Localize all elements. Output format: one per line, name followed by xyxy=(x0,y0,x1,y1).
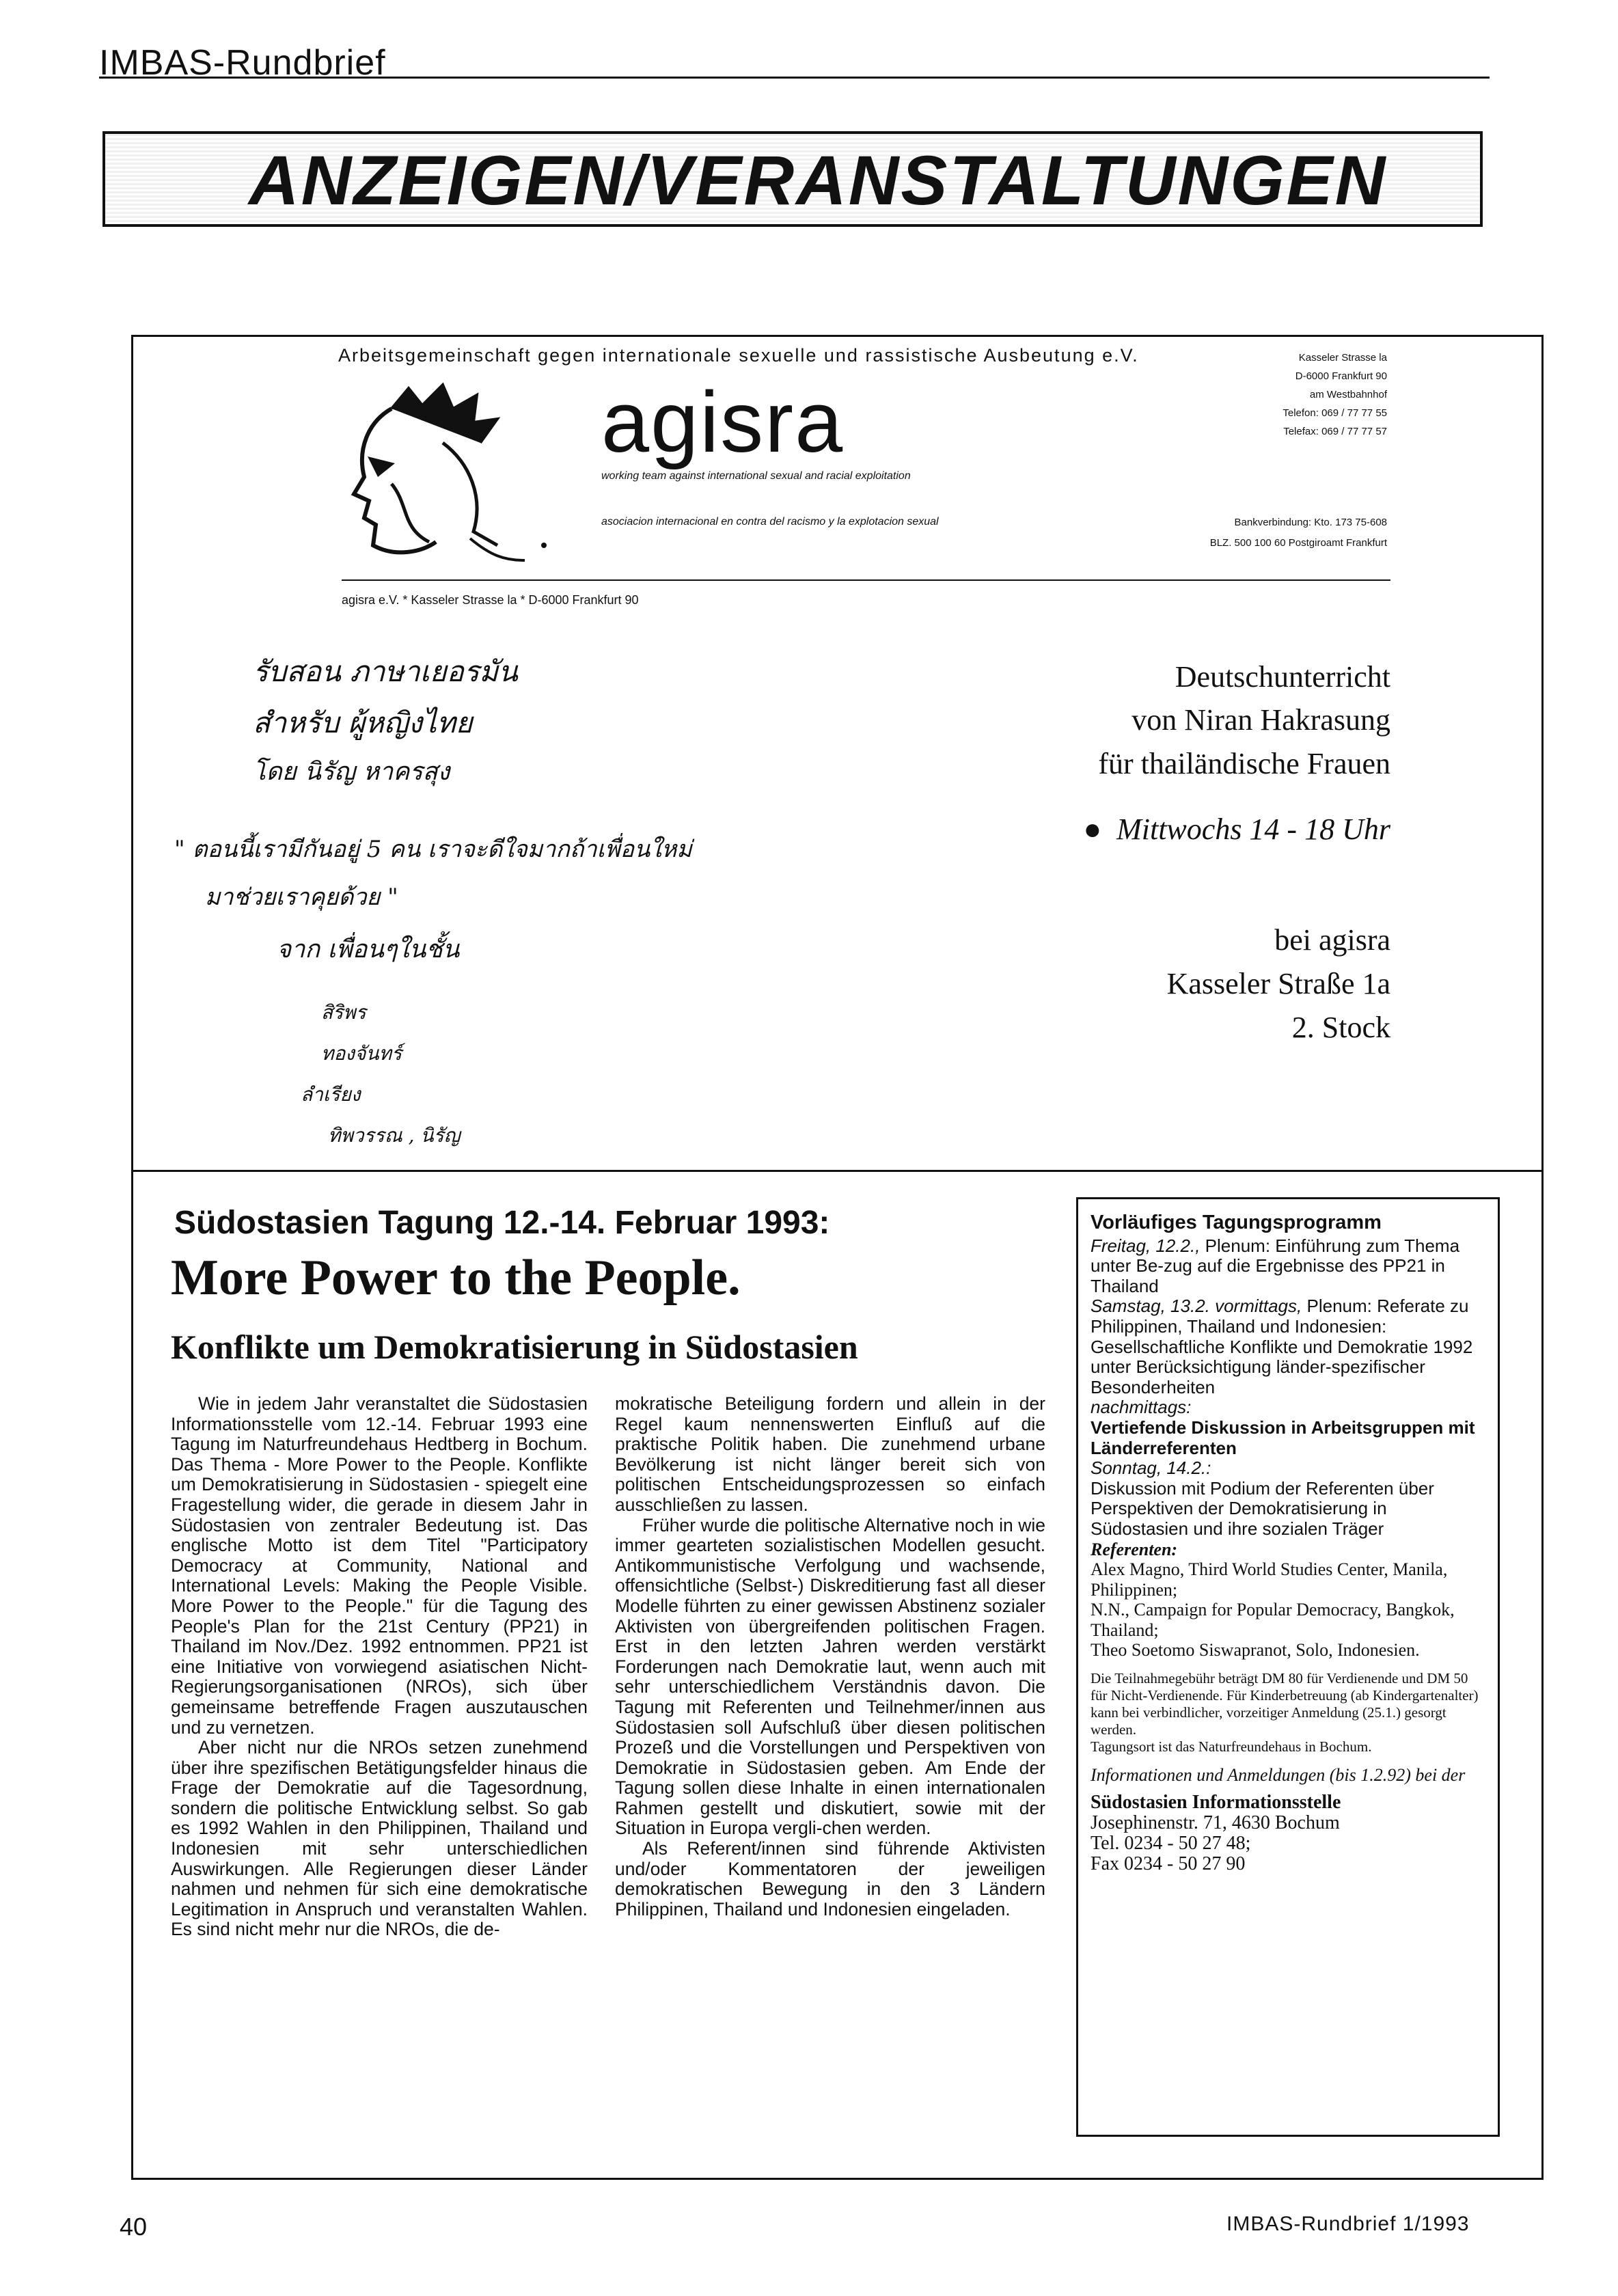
thai-line: " ตอนนี้เรามีกันอยู่ 5 คน เราจะดีใจมากถ้าเพื่อนใหม่ xyxy=(174,836,692,863)
bank-details: Bankverbindung: Kto. 173 75-608 BLZ. 500 100 60 Postgiroamt Frankfurt xyxy=(1209,517,1387,549)
thai-signature: ลำเรียง xyxy=(301,1083,361,1106)
thai-signature: ทองจันทร์ xyxy=(321,1042,402,1065)
section-banner xyxy=(102,131,1483,227)
ad-place: bei agisra xyxy=(1274,923,1390,957)
article-column-2 xyxy=(615,1394,1045,1919)
face-logo-icon xyxy=(327,381,552,566)
ad-street: Kasseler Straße 1a xyxy=(1166,967,1390,1000)
page-number: 40 xyxy=(120,2213,148,2241)
article-title: More Power to the People. xyxy=(171,1250,741,1306)
article-kicker: Südostasien Tagung 12.-14. Februar 1993: xyxy=(174,1205,830,1241)
ad-floor: 2. Stock xyxy=(1291,1011,1390,1044)
thai-line: จาก เพื่อนๆในชั้น xyxy=(277,935,460,964)
program-title: Vorläufiges Tagungsprogramm xyxy=(1091,1212,1382,1233)
banner-title: ANZEIGEN/VERANSTALTUNGEN xyxy=(249,141,1388,219)
thai-line: รับสอน ภาษาเยอรมัน xyxy=(253,655,518,688)
paragraph: Wie in jedem Jahr veranstaltet die Südostasien Informationsstelle vom 12.-14. Februar 1993 eine Tagung im Naturfreundehaus Hedtberg in Bochum. Das Thema - More Power to the People. Konflikte um Demokratisierung in Südostasien - spiegelt eine Fragestellung wider, die gerade in diesem Jahr in Südostasien von zentraler Bedeutung ist. Das englische Motto ist dem Titel "Participatory Democracy at Community, National and International Levels: Making the People Visible. More Power to the People." für die Tagung des People's Plan for the 21st Century (PP21) in Thailand im Nov./Dez. 1992 entnommen. PP21 ist eine Initiative von vorwiegend asiatischen Nicht-Regierungsorganisationen (NROs), sich über gemeinsame betreffende Fragen auszutauschen und zu vernetzen. xyxy=(171,1393,588,1738)
org-address: Kasseler Strasse la D-6000 Frankfurt 90 am Westbahnhof Telefon: 069 / 77 77 55 Telefax: 069 / 77 77 57 xyxy=(1283,352,1387,437)
thai-signature: สิริพร xyxy=(321,1001,366,1024)
header-rule xyxy=(99,77,1490,79)
ad-title: Deutschunterricht xyxy=(1175,660,1390,694)
org-line: Arbeitsgemeinschaft gegen internationale sexuelle und rassistische Ausbeutung e.V. xyxy=(338,345,1139,366)
paragraph: Aber nicht nur die NROs setzen zunehmend über ihre spezifischen Betätigungsfelder hinaus die Frage der Demokratie auf die Tagesordnung, sondern die politische Entwicklung selbst. So gab es 1992 Wahlen in den Philippinen, Thailand und Indonesien mit sehr unterschiedlichen Auswirkungen. Alle Regierungen dieser Länder nahmen und nehmen für sich eine demokratische Legitimation in Anspruch und veranstalten Wahlen. Es sind nicht mehr nur die NROs, die de- xyxy=(171,1737,588,1940)
thai-line: สำหรับ ผู้หญิงไทย xyxy=(253,706,473,739)
thai-signature: ทิพวรรณ , นิรัญ xyxy=(328,1124,461,1147)
ad-time: ● Mittwochs 14 - 18 Uhr xyxy=(1083,812,1390,846)
program-box: Vorläufiges Tagungsprogramm Freitag, 12.2., Plenum: Einführung zum Thema unter Be-zug auf die Ergebnisse des PP21 in Thailand Samstag, 13.2. vormittags, Plenum: Referate zu Philippinen, Thailand und Indonesien: Gesellschaftliche Konflikte und Demokratie 1992 unter Berücksichtigung länder-spezifischer Besonderheiten nachmittags: Vertiefende Diskussion in Arbeitsgruppen mit Länderreferenten Sonntag, 14.2.: Diskussion mit Podium der Referenten über Perspektiven der Demokratisierung in Südostasien und ihre sozialen Träger Referenten: Alex Magno, Third World Studies Center, Manila, Philippinen; N.N., Campaign for Popular Democracy, Bangkok, Thailand; Theo Soetomo Siswapranot, Solo, Indonesien. Die Teilnahmegebühr beträgt DM 80 für Verdienende und DM 50 für Nicht-Verdienende. Für Kinderbetreuung (ab Kindergartenalter) kann bei verbindlicher, vorzeitiger Anmeldung (25.1.) gesorgt werden. Tagungsort ist das Naturfreundehaus in Bochum. Informationen und Anmeldungen (bis 1.2.92) bei der Südostasien Informationsstelle Josephinenstr. 71, 4630 Bochum Tel. 0234 - 50 27 48; Fax 0234 - 50 27 90 xyxy=(1076,1197,1500,2137)
paragraph: Als Referent/innen sind führende Aktivisten und/oder Kommentatoren der jeweiligen demokratischen Bewegung in den 3 Ländern Philippinen, Thailand und Indonesien eingeladen. xyxy=(615,1838,1045,1919)
paragraph: mokratische Beteiligung fordern und allein in der Regel kaum nennenswerten Einfluß auf die praktische Politik haben. Die zunehmend urbane Bevölkerung ist nicht länger bereit sich von politischen Entscheidungsprozessen so einfach ausschließen zu lassen. xyxy=(615,1393,1045,1515)
venue-note: Tagungsort ist das Naturfreundehaus in Bochum. xyxy=(1091,1738,1372,1755)
info-note: Informationen und Anmeldungen (bis 1.2.92) bei der xyxy=(1091,1765,1466,1786)
thai-line: โดย นิรัญ หาครสุง xyxy=(253,758,450,786)
ad-teacher: von Niran Hakrasung xyxy=(1132,703,1390,737)
org-subtitle-en: working team against international sexual and racial exploitation xyxy=(601,470,911,482)
paragraph: Früher wurde die politische Alternative noch in wie immer gearteten sozialistischen Modellen gesucht. Antikommunistische Verfolgung und wachsende, offensichtliche (Selbst-) Diskreditierung fast all dieser Modelle führten zu einer gewissen Abstinenz sozialer Aktivisten von übergreifenden politischen Fragen. Erst in den letzten Jahren werden verstärkt Forderungen nach Demokratie laut, wenn auch mit sehr unterschiedlichem Verständnis davon. Die Tagung mit Referenten und Teilnehmer/innen aus Südostasien soll Aufschluß über diesen politischen Prozeß und die Vorstellungen und Perspektiven von Demokratie in Südostasien geben. Am Ende der Tagung sollen diese Inhalte in einen internationalen Rahmen gestellt und diskutiert, sowie mit der Situation in Europa vergli-chen werden. xyxy=(615,1514,1045,1839)
thai-line: มาช่วยเราคุยด้วย " xyxy=(205,884,398,911)
letterhead-footline: agisra e.V. * Kasseler Strasse la * D-6000 Frankfurt 90 xyxy=(342,593,639,607)
contact-block: Südostasien Informationsstelle Josephinenstr. 71, 4630 Bochum Tel. 0234 - 50 27 48; Fax 0234 - 50 27 90 xyxy=(1091,1791,1341,1874)
org-subtitle-es: asociacion internacional en contra del racismo y la explotacion sexual xyxy=(601,516,939,528)
bullet-icon: ● xyxy=(1083,812,1117,846)
section-divider xyxy=(131,1170,1544,1172)
ad-audience: für thailändische Frauen xyxy=(1098,747,1390,780)
fee-note: Die Teilnahmegebühr beträgt DM 80 für Verdienende und DM 50 für Nicht-Verdienende. Für Kinderbetreuung (ab Kindergartenalter) kann bei verbindlicher, vorzeitiger Anmeldung (25.1.) gesorgt werden. xyxy=(1091,1670,1479,1738)
running-header: IMBAS-Rundbrief xyxy=(99,43,386,83)
issue-footer: IMBAS-Rundbrief 1/1993 xyxy=(1226,2213,1470,2235)
letterhead-rule xyxy=(342,579,1390,581)
article-subtitle: Konflikte um Demokratisierung in Südostasien xyxy=(171,1328,858,1366)
article-column-1 xyxy=(171,1394,588,1940)
agisra-logo: agisra xyxy=(601,374,845,470)
